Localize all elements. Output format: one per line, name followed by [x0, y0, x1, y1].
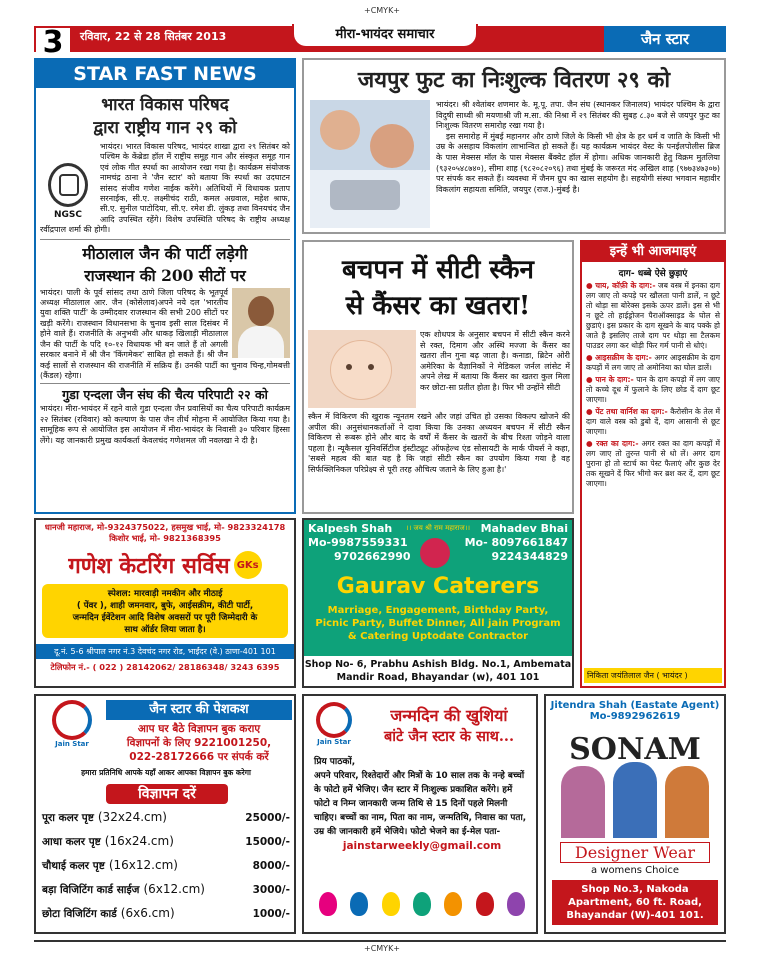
tips-subtitle: दाग- धब्बे ऐसे छुड़ाएं — [618, 269, 688, 279]
rate-price: 25000/- — [245, 812, 290, 824]
birthday-section — [302, 694, 538, 934]
sonam-mobile: Mo-9892962619 — [589, 711, 681, 722]
tip-item — [586, 375, 720, 405]
tip-item — [586, 407, 720, 437]
tip-item — [586, 353, 720, 373]
rate-price: 3000/- — [252, 884, 290, 896]
birthday-title-2: बांटे जैन स्टार के साथ... — [383, 728, 515, 745]
gaurav-contact-right: Mahadev Bhai — [480, 522, 568, 535]
rate-size: (32x24.cm) — [97, 810, 167, 824]
ganesh-special-2: ( पेंवर ), शाही जमनवार, बुफे, आईसक्रीम, कीटी पार्टी, — [76, 601, 254, 611]
tip-text: पान के दाग कपड़ो में लग जाए तो कच्चे दूध में फुलाने के लिए छोड दें दाग छूट जाएगा। — [586, 375, 721, 404]
gaurav-contact-left: Kalpesh Shah — [308, 522, 393, 535]
ad-rates-title: जैन स्टार की पेशकश — [106, 700, 292, 720]
rate-label: चौथाई कलर पृष्ट — [42, 860, 105, 872]
tip-text: अगर आइसक्रीम के दाग कपड़ों में लग जाए तो अमोनिया का घोल डालें। — [586, 353, 721, 372]
gaurav-address-2: Mandir Road, Bhayandar (w), 401 101 — [336, 672, 540, 683]
tip-bullet-icon: ● — [586, 353, 596, 362]
tip-text: कैरोसीन के तेल में दाग वाले वस्त्र को डुबो दें, दाग आसानी से छूट जाएगा। — [586, 407, 720, 436]
rate-label: छोटा विजिटिंग कार्ड — [42, 908, 117, 920]
gaurav-mobile-right-1: Mo- 8097661847 — [464, 536, 568, 549]
tip-bullet-icon: ● — [586, 439, 597, 448]
gks-logo: GKs — [234, 551, 262, 579]
gaurav-service-3: & Catering Uptodate Contractor — [347, 631, 529, 642]
rate-label: पूरा कलर पृष्ट — [42, 812, 94, 824]
rate-row — [42, 810, 290, 834]
gaurav-mantra: ।। जय श्री राम महाराज।। — [406, 524, 470, 532]
news-headline-2a: मीठालाल जैन की पार्टी लड़ेगी — [82, 243, 248, 263]
balloon-icon — [444, 892, 462, 916]
balloon-icon — [476, 892, 494, 916]
tip-heading: पेंट तथा वार्निश का दाग:- — [595, 407, 668, 416]
globe-icon — [48, 163, 88, 207]
jaipur-foot-title: जयपुर फुट का निःशुल्क वितरण २९ को — [357, 67, 671, 93]
rate-label: आधा कलर पृष्ट — [42, 836, 101, 848]
sonam-name: SONAM — [569, 732, 701, 767]
section-title: मीरा-भायंदर समाचार — [292, 24, 478, 48]
ad-rates-line-3: 022-28172666 पर संपर्क करें — [129, 751, 269, 763]
issue-date: रविवार, 22 से 28 सितंबर 2013 — [80, 30, 227, 43]
ganesh-catering-ad — [34, 518, 296, 688]
tip-bullet-icon: ● — [586, 281, 596, 290]
portrait-photo — [232, 288, 290, 358]
jaipur-foot-body-1: भायंदर। श्री श्वेतांबर शणमार के. मू.पू. तपा. जैन संघ (स्थानकर जिनालय) भायंदर पश्चिम के द्वारा विदुषी साध्वी श्री मयणाश्री जी म.सा. की निश्रा में २९ सितंबर की सुबह ८.३० बजे से जयपुर फुट का निःशुल्क वितरण समारोह रखा गया है। — [436, 100, 720, 131]
star-fast-news-banner: STAR FAST NEWS — [36, 60, 294, 88]
rate-row — [42, 882, 290, 906]
page-number: 3 — [36, 28, 70, 58]
ad-rates-line-4: हमारा प्रतिनिधि आपके यहाँ आकर आपका विज्ञापन बुक करेगा — [81, 768, 251, 777]
tip-item — [586, 281, 720, 351]
ganesh-phone: टेलिफोन नं.- ( 022 ) 28142062/ 28186348/ 3243 6395 — [50, 662, 280, 672]
ganesh-address: दू.नं. 5-6 श्रीपाल नगर नं.3 देवचंद नगर रोड, भाईंदर (वे.) ठाणा-401 101 — [36, 644, 294, 659]
sonam-ad — [544, 694, 726, 934]
sonam-sub: a womens Choice — [590, 865, 680, 876]
ad-rates-line-2: विज्ञापनों के लिए 9221001250, — [126, 737, 272, 749]
gaurav-mobile-left-1: Mo-9987559331 — [308, 536, 408, 549]
balloon-icon — [507, 892, 525, 916]
balloon-icon — [382, 892, 400, 916]
tip-heading: आइसक्रीम के दाग:- — [595, 353, 652, 362]
ct-scan-title-1: बचपन में सीटी स्कैन — [342, 255, 534, 285]
tip-heading: पान के दाग:- — [595, 375, 634, 384]
jain-star-logo — [40, 700, 104, 750]
ganesh-contact-2: किशोर भाई, मो- 9821368395 — [109, 533, 221, 543]
balloon-icon — [350, 892, 368, 916]
star-fast-news-section — [34, 58, 296, 514]
gaurav-name: Gaurav Caterers — [336, 574, 540, 599]
rate-label: बड़ा विजिटिंग कार्ड साईज — [42, 884, 140, 896]
ad-rates-table — [42, 810, 290, 930]
tip-item — [586, 439, 720, 489]
ganesh-special-4: साथ ऑर्डर लिया जाता है। — [124, 625, 206, 635]
news-body-2: भायंदर। पाली के पूर्व सांसद तथा ठाणे जिला परिषद के भूतपूर्व अध्यक्ष मीठालाल आर. जैन (कोसेलाव)अपने नये दल 'भारतीय युवा शक्ति पार्टी' के उम्मीदवार राजस्थान की सभी 200 सीटों पर खड़ी करेंगे। राजस्थान विधानसभा के चुनाव इसी साल दिसंबर में होने वाले हैं। राजनीति के अनुभवी और धाकड़ खिलाड़ी मीठालाल जैन की पार्टी के पदि १०-१२ विधायक भी बन जाते हैं तो अगली सरकार बनाने में श्री जैन 'किंगमेकर' साबित हो सकते हैं। श्री जैन कई सालों से राजस्थान की राजनीति में सक्रिय हैं। उनकी पार्टी का चुनाव चिन्ह,गोमबत्ती (कैंडल) रहेगा। — [40, 287, 290, 380]
jaipur-foot-photo — [310, 100, 430, 228]
gaurav-service-1: Marriage, Engagement, Birthday Party, — [327, 605, 549, 616]
baby-photo — [308, 330, 416, 408]
gaurav-address-1: Shop No- 6, Prabhu Ashish Bldg. No.1, Ambemata — [304, 659, 572, 670]
sonam-contact: Jitendra Shah (Eastate Agent) — [550, 700, 720, 711]
ganesh-special-1: स्पेशल: मारवाड़ी नमकीन और मीठाई — [107, 589, 223, 599]
news-headline-3: गुडा एन्दला जैन संघ की चैत्य परिपाटी २२ को — [62, 387, 268, 403]
jaipur-foot-article — [302, 58, 726, 234]
birthday-logo-text: Jain Star — [317, 738, 351, 746]
balloon-icon — [413, 892, 431, 916]
bottom-rule — [34, 940, 726, 942]
tip-bullet-icon: ● — [586, 375, 596, 384]
rate-row — [42, 834, 290, 858]
tip-heading: चाय, कॉफ़ी के दाग:- — [595, 281, 656, 290]
gaurav-caterers-ad — [302, 518, 574, 688]
birthday-jain-star-logo — [308, 702, 360, 750]
gaurav-mobile-right-2: 9224344829 — [491, 550, 568, 563]
tips-credit: निकिता जयंतिलाल जैन ( भायंदर ) — [584, 668, 722, 683]
news-headline-1a: भारत विकास परिषद — [101, 95, 229, 115]
sonam-models-photo — [555, 726, 715, 838]
ct-scan-article — [302, 240, 574, 514]
gaurav-mobile-left-2: 9702662990 — [334, 550, 411, 563]
tip-bullet-icon: ● — [586, 407, 596, 416]
tips-section — [580, 240, 726, 688]
rate-price: 1000/- — [252, 908, 290, 920]
ad-rates-table-title: विज्ञापन दरें — [106, 784, 228, 804]
tips-list — [582, 281, 724, 489]
news-body-1: भायंदर। भारत विकास परिषद, भायंदर शाखा द्वारा २९ सितंबर को पश्चिम के केंब्रेडा हॉल में राष्ट्रीय समूह गान और संस्कृत समूह गान एवं लोक गीत स्पर्धा का आयोजन रखा गया है। कार्यक्रम संयोजक नामचंद्र ठाना ने 'जैन स्टार' को बताया कि स्पर्धा का उदघाटन सांसद संजीव गणेश नाईक करेंगे। अतिथियों में विधायक प्रताप सरनाईक, सी.ए. लक्ष्मीचंद राठी, कमल अग्रवाल, महेश श्राफ, सी.ए. सुनील पाटोदिया, सी.ए. रमेश डी. लुंकड़ तथा विनयचंद जैन आदि उपस्थित रहेंगे। विशेष उपस्थिति परिषद के राष्ट्रीय अध्यक्ष रवींद्रपाल शर्मा की होगी। — [40, 142, 290, 235]
ngsc-logo-text: NGSC — [53, 210, 82, 220]
birthday-salutation: प्रिय पाठकों, — [314, 757, 356, 767]
news-headline-1b: द्वारा राष्ट्रीय गान २९ को — [93, 118, 237, 138]
registration-mark-bottom: +CMYK+ — [363, 944, 401, 953]
rate-row — [42, 906, 290, 930]
gaurav-service-2: Picnic Party, Buffet Dinner, All jain Program — [315, 618, 561, 629]
news-body-3: भायंदर। मीरा-भायंदर में रहने वाले गुडा एन्दला जैन प्रवासियों का चैत्य परिपाटी कार्यक्रम २२ सितंबर (रविवार) को कल्याण के पास जैन तीर्थ मोहना में आयोजित किया गया है। सामूहिक रूप से आयोजित इस आयोजन में मीरा-भायंदर के निवासी ३० परिवार हिस्सा लेंगे। यह जानकारी प्रमुख कार्यकर्ता केवलचंद गणेशमल जी नवलखा ने दी है। — [40, 404, 290, 445]
registration-mark-top: +CMYK+ — [363, 6, 401, 15]
balloon-icon — [319, 892, 337, 916]
sonam-address-2: Apartment, 60 ft. Road, — [568, 897, 702, 908]
birthday-email: jainstarweekly@gmail.com — [342, 840, 502, 852]
jain-star-logo-text: Jain Star — [55, 740, 89, 748]
balloons-decoration — [312, 892, 532, 928]
ganesh-special-3: जन्मदिन ईवेंटेशन आदि विशेष अवसरों पर पूरी जिम्मेदारी के — [72, 613, 258, 623]
rate-size: (6x12.cm) — [143, 882, 205, 896]
rate-size: (6x6.cm) — [120, 906, 175, 920]
tip-text: अगर रक्त का दाग कपड़ों में लग जाए तो तुरन्त पानी से धो लें। अगर दाग पुराना हो तो स्टार्च का पेस्ट फैलाएं और कुछ देर तक सूखने दें फिर भीगो कर ब्रश कर दें, दाग छूट जाएगा। — [586, 439, 721, 488]
ad-rates-section — [34, 694, 296, 934]
rate-size: (16x24.cm) — [104, 834, 174, 848]
tips-title: इन्हें भी आजमाइएं — [582, 242, 724, 262]
jaipur-foot-body-2: इस समारोह में मुंबई महानगर और ठाणे जिले के किसी भी क्षेत्र के हर धर्म व जाति के किसी भी उम्र के असहाय विकलांग लाभान्वित हो सकते हैं। यह कार्यक्रम भायंदर वेस्ट के पनईलपोलीस ब्रिज के पास मेक्सस मॉल के पास मेक्सस बैंक्वेट हॉल में होगा। अधिक जानकारी हेतु विक्रम मुतलिया (९३२०५४८७४०), सीमा शाह (९८२०८२०९६) तथा मुंबई के जरूरत मंद अखिल शाह (९७७३४७३०७) पर संपर्क कर सकते हैं। व्यवस्था में जैनम ग्रुप का खास सहयोग है। सहयोगी संस्था भगवान महावीर विकलांग सहायता समिति, जयपुर (राज.)-मुंबई है। — [436, 131, 720, 194]
birthday-star-icon — [316, 702, 352, 738]
sonam-tagline: Designer Wear — [560, 842, 710, 863]
ct-scan-title-2: से कैंसर का खतरा! — [345, 291, 531, 321]
rate-size: (16x12.cm) — [108, 858, 178, 872]
news-headline-2b: राजस्थान की 200 सीटों पर — [84, 265, 246, 285]
ganesh-name: गणेश केटरिंग सर्विस — [68, 553, 230, 579]
ct-scan-body-1: एक शोधपत्र के अनुसार बचपन में सीटी स्कैन करने से रक्त, दिमाग और अस्थि मज्जा के कैंसर का खतरा तीन गुना बढ़ जाता है। कनाडा, ब्रिटेन ओरी अमेरिका के वैज्ञानिकों ने मेडिकल जर्नल लांसेट में अपने लेख में बताया कि कैंसर का खतरा कुल मिला कर छोटा-सा प्रतीत होता है। फिर भी उन्होंने सीटी — [420, 330, 570, 392]
rate-price: 8000/- — [252, 860, 290, 872]
sonam-address-1: Shop No.3, Nakoda — [581, 884, 689, 895]
ngsc-logo — [40, 142, 96, 220]
birthday-body: अपने परिवार, रिश्तेदारों और मित्रों के 10 साल तक के नन्हे बच्चों के फोटो हमें भेजिए। जैन स्टार में निःशुल्क प्रकाशित करेंगे। हमें फोटो व निम्न जानकारी जन्म तिथि से 15 दिनों पहले मिलनी चाहिए। बच्चों का नाम, पिता का नाम, जन्मतिथि, निवास का पता, उम्र की जानकारी हमें भेजिये। फोटो भेजने का ई-मेल पता- — [314, 771, 527, 837]
brand-name: जैन स्टार — [604, 26, 726, 52]
ad-rates-line-1: आप घर बैठे विज्ञापन बुक कराए — [137, 723, 261, 735]
rate-row — [42, 858, 290, 882]
ganesh-contact-1: धानजी महाराज, मो-9324375022, हसमुख भाई, मो- 9823324178 — [44, 522, 286, 532]
tip-text: जब वस्त्र में इनका दाग लग जाए तो कपड़े पर खौलता पानी डालें, न छूटे तो थोड़ा सा बोरेक्स इसके ऊपर डालें। इस से भी न छूटे तो हाईड्रोजन पैराऑक्साइड के घोल से छुडाएं। इस प्रकार के दाग सूखने के बाद पक्के हो जाते है इसलिए ताजे दाग पर थोड़ा सा टैलकम पाउडर लगा कर थोड़ी फिर गर्म पानी से धोएं। — [586, 281, 720, 350]
ct-scan-body-2: स्कैन में विकिरण की खुराक न्यूनतम रखने और जहां उचित हो उसका विकल्प खोजने की अपील की। अनुसंधानकर्ताओं ने दावा किया कि उनका अध्ययन बचपन में सीटी स्कैन विकिरण से रूबरू होने और बाद के वर्षों में कैंसर के खतरों के बीच रिश्ता जोड़ने वाला पहला है। न्यूकैसल यूनिवर्सिटीज इंस्टीट्यूट ऑफहेल्थ एंड सोसायटी के मार्क पीयर्स ने कहा, 'सबसे महत्व की बात यह है कि जहां सीटी स्कैन का उपयोग किया गया है वह सिर्फक्लिनिकल परिप्रेक्ष्य से पूरी तरह औचित्य जताने के लिए हुआ है।' — [308, 412, 570, 474]
gaurav-logo-icon — [420, 538, 450, 568]
tip-heading: रक्त का दाग:- — [596, 439, 639, 448]
birthday-title-1: जन्मदिन की खुशियां — [390, 706, 508, 725]
rate-price: 15000/- — [245, 836, 290, 848]
sonam-address-3: Bhayandar (W)-401 101. — [566, 910, 704, 921]
star-icon — [52, 700, 92, 740]
